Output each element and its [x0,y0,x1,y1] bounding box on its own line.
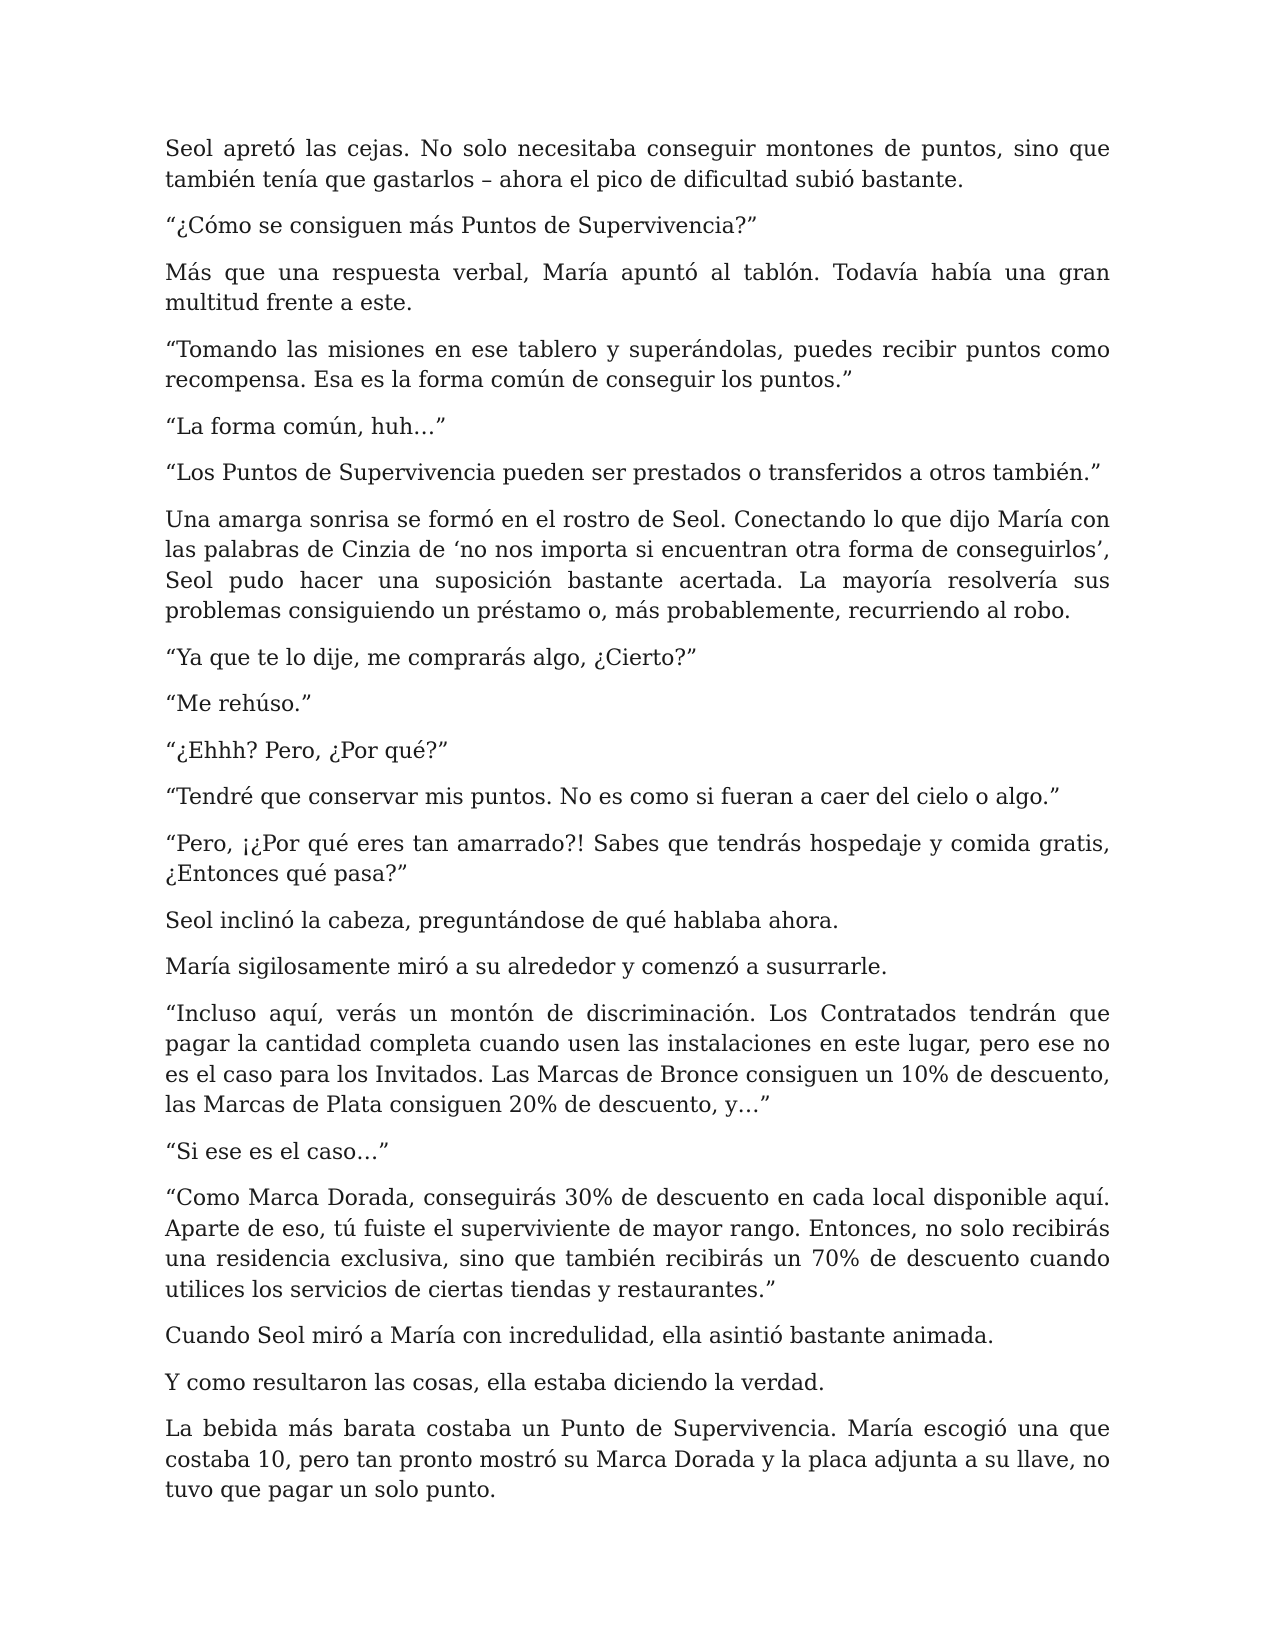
paragraph-2: “¿Cómo se consiguen más Puntos de Supervivencia?” [165,214,758,239]
paragraph-19: Y como resultaron las cosas, ella estaba diciendo la verdad. [165,1370,825,1396]
paragraph-6: “Los Puntos de Supervivencia pueden ser prestados o transferidos a otros también.” [165,461,1102,486]
paragraph-7: Una amarga sonrisa se formó en el rostro de Seol. Conectando lo que dijo María con las palabras de Cinzia de ‘no nos importa si encuentran otra forma de conseguirlos’, Seol pudo hacer una suposición bastante acertada. La mayoría resolvería sus problemas consiguiendo un préstamo o, más probablemente, recurriendo al robo. [165,507,1110,624]
paragraph-16: “Si ese es el caso…” [165,1139,390,1165]
paragraph-3: Más que una respuesta verbal, María apuntó al tablón. Todavía había una gran multitud frente a este. [165,260,1110,316]
paragraph-10: “¿Ehhh? Pero, ¿Por qué?” [165,738,449,764]
paragraph-11: “Tendré que conservar mis puntos. No es como si fueran a caer del cielo o algo.” [165,785,1061,810]
paragraph-15: “Incluso aquí, verás un montón de discriminación. Los Contratados tendrán que pagar la cantidad completa cuando usen las instalaciones en este lugar, pero ese no es el caso para los Invitados. Las Marcas de Bronce consiguen un 10% de descuento, las Marcas de Plata consiguen 20% de descuento, y…” [165,1001,1110,1118]
paragraph-1: Seol apretó las cejas. No solo necesitaba conseguir montones de puntos, sino que también tenía que gastarlos – ahora el pico de dificultad subió bastante. [165,137,1110,193]
paragraph-12: “Pero, ¡¿Por qué eres tan amarrado?! Sabes que tendrás hospedaje y comida gratis, ¿Entonces qué pasa?” [165,831,1110,887]
paragraph-18: Cuando Seol miró a María con incredulidad, ella asintió bastante animada. [165,1324,995,1349]
paragraph-5: “La forma común, huh…” [165,414,447,440]
paragraph-4: “Tomando las misiones en ese tablero y superándolas, puedes recibir puntos como recompensa. Esa es la forma común de conseguir los puntos.” [165,337,1110,393]
paragraph-8: “Ya que te lo dije, me comprarás algo, ¿Cierto?” [165,645,698,671]
paragraph-13: Seol inclinó la cabeza, preguntándose de qué hablaba ahora. [165,908,839,934]
document-page [165,135,1110,1523]
paragraph-20: La bebida más barata costaba un Punto de Supervivencia. María escogió una que costaba 10, pero tan pronto mostró su Marca Dorada y la placa adjunta a su llave, no tuvo que pagar un solo punto. [165,1417,1110,1503]
paragraph-17: “Como Marca Dorada, conseguirás 30% de descuento en cada local disponible aquí. Aparte de eso, tú fuiste el superviviente de mayor rango. Entonces, no solo recibirás una residencia exclusiva, sino que también recibirás un 70% de descuento cuando utilices los servicios de ciertas tiendas y restaurantes.” [165,1186,1110,1303]
paragraph-9: “Me rehúso.” [165,692,312,717]
paragraph-14: María sigilosamente miró a su alrededor y comenzó a susurrarle. [165,955,888,980]
